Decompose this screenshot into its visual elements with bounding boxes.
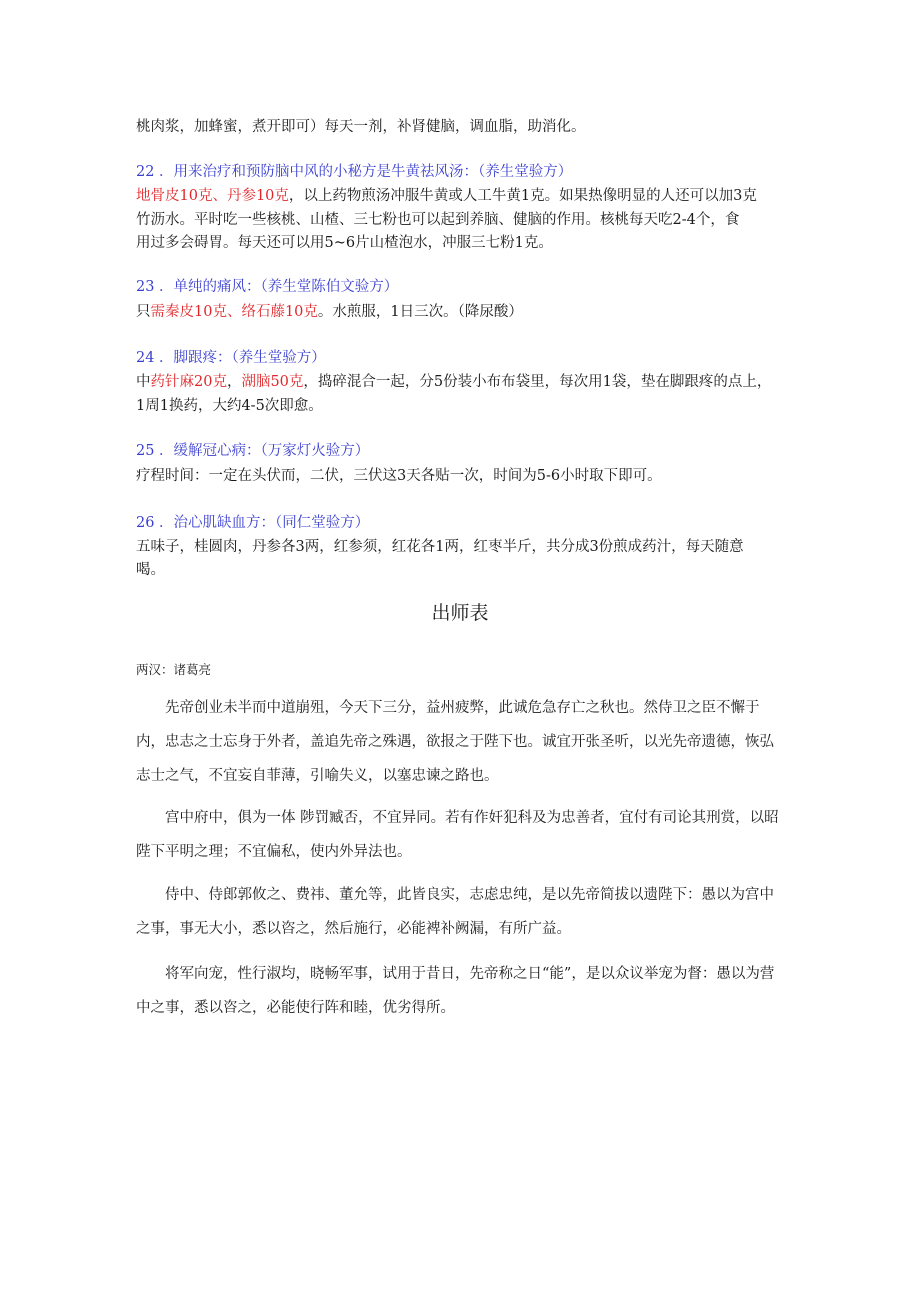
recipe-24-sep: ，: [226, 374, 242, 390]
recipe-22-line-3: 用过多会碍胃。每天还可以用5~6片山楂泡水，冲服三七粉1克。: [136, 235, 553, 251]
essay-paragraph-1: 先帝创业未半而中道崩殂，今天下三分，益州疲弊，此诚危急存亡之秋也。然侍卫之臣不懈于内，忠志之士忘身于外者，盖追先帝之殊遇，欲报之于陛下也。诚宜开张圣听，以光先帝遗德，恢弘志士之气，不宜妄自菲薄，引喻失义，以塞忠谏之路也。: [136, 700, 774, 784]
recipe-24-herb-1: 药针麻20克: [150, 374, 227, 390]
recipe-22-line-2: 竹沥水。平时吃一些核桃、山楂、三七粉也可以起到养脑、健脑的作用。核桃每天吃2-4个，食: [136, 212, 740, 228]
essay-title: 出师表: [431, 602, 489, 624]
recipe-22-heading: 22 ．用来治疗和预防脑中风的小秘方是牛黄祛风汤：（养生堂验方）: [136, 164, 573, 180]
intro-line: 桃肉浆，加蜂蜜，煮开即可）每天一剂，补肾健脑，调血脂，助消化。: [136, 119, 586, 135]
recipe-26-line-1: 五味子，桂圆肉，丹参各3两，红参须，红花各1两，红枣半斤，共分成3份煎成药汁，每天随意: [136, 539, 744, 555]
essay-paragraph-4: 将军向宠，性行淑均，晓畅军事，试用于昔日，先帝称之日“能”，是以众议举宠为督：愚以为营中之事，悉以咨之，必能使行阵和睦，优劣得所。: [136, 966, 775, 1016]
essay-paragraph-2: 宫中府中，俱为一体 陟罚臧否，不宜异同。若有作奸犯科及为忠善者，宜付有司论其刑赏，以昭陛下平明之理；不宜偏私，使内外异法也。: [136, 810, 779, 860]
recipe-26-heading: 26 ．治心肌缺血方：（同仁堂验方）: [136, 515, 370, 531]
recipe-23-text: 。水煎服，1日三次。（降尿酸）: [317, 304, 523, 320]
recipe-22-text: ，以上药物煎汤冲服牛黄或人工牛黄1克。如果热像明显的人还可以加3克: [288, 188, 757, 204]
recipe-25-heading: 25 ．缓解冠心病：（万家灯火验方）: [136, 443, 370, 459]
recipe-24-herb-2: 湖脑50克: [241, 374, 304, 390]
recipe-23-herbs: 需秦皮10克、络石藤10克: [150, 304, 318, 320]
recipe-24-prefix: 中: [136, 374, 151, 390]
recipe-24-line-1: [136, 372, 771, 392]
recipe-22-line-1: [136, 186, 757, 206]
essay-author: 两汉：诸葛亮: [136, 662, 212, 677]
recipe-25-line-1: 疗程时间：一定在头伏而，二伏，三伏这3天各贴一次，时间为5-6小时取下即可。: [136, 468, 662, 484]
recipe-24-text: ，捣碎混合一起，分5份装小布布袋里，每次用1袋，垫在脚跟疼的点上，: [303, 374, 772, 390]
recipe-23-line-1: [136, 302, 523, 322]
recipe-24-line-2: 1周1换药，大约4-5次即愈。: [136, 398, 323, 414]
recipe-22-herbs: 地骨皮10克、丹参10克: [136, 188, 289, 204]
recipe-23-heading: 23 ．单纯的痛风：（养生堂陈伯文验方）: [136, 279, 399, 295]
essay-paragraph-3: 侍中、侍郎郭攸之、费祎、董允等，此皆良实，志虑忠纯，是以先帝简拔以遗陛下：愚以为宫中之事，事无大小，悉以咨之，然后施行，必能裨补阙漏，有所广益。: [136, 887, 774, 937]
recipe-24-heading: 24 ．脚跟疼：（养生堂验方）: [136, 350, 326, 366]
recipe-23-prefix: 只: [136, 304, 151, 320]
recipe-26-line-2: 喝。: [136, 562, 165, 578]
